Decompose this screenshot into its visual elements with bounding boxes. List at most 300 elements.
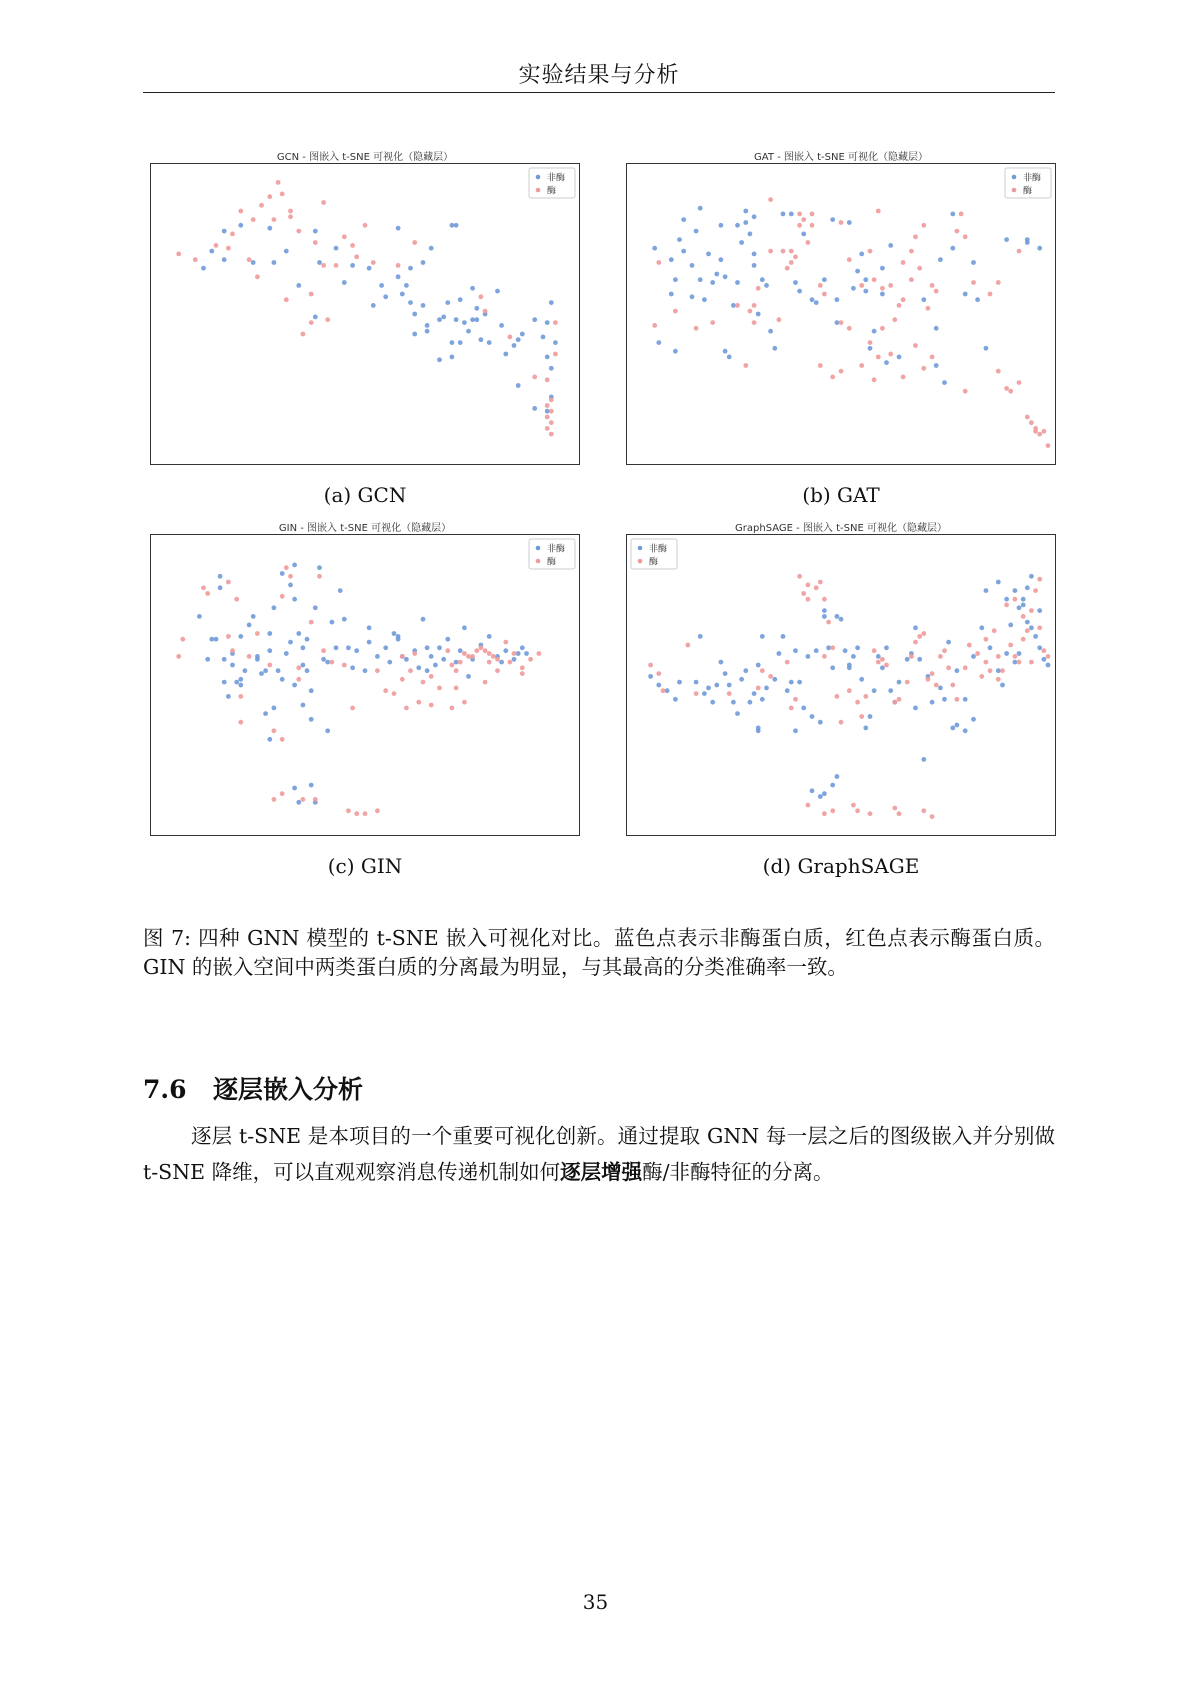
non-enzyme-point — [330, 620, 335, 625]
non-enzyme-point — [764, 686, 769, 691]
non-enzyme-point — [855, 645, 860, 650]
non-enzyme-point — [209, 637, 214, 642]
enzyme-point — [801, 217, 806, 222]
enzyme-point — [176, 654, 181, 659]
enzyme-point — [984, 637, 989, 642]
enzyme-point — [847, 257, 852, 262]
enzyme-point — [346, 808, 351, 813]
enzyme-point — [342, 663, 347, 668]
enzyme-point — [826, 620, 831, 625]
figure-caption: 图 7: 四种 GNN 模型的 t-SNE 嵌入可视化对比。蓝色点表示非酶蛋白质，红色点表示酶蛋白质。GIN 的嵌入空间中两类蛋白质的分离最为明显，与其最高的分类准确率一致。 — [143, 926, 1055, 979]
enzyme-point — [549, 432, 554, 437]
enzyme-point — [822, 292, 827, 297]
non-enzyme-point — [938, 257, 943, 262]
non-enzyme-point — [342, 280, 347, 285]
enzyme-point — [868, 340, 873, 345]
non-enzyme-point — [793, 728, 798, 733]
non-enzyme-point — [930, 700, 935, 705]
enzyme-point — [483, 309, 488, 314]
non-enzyme-point — [445, 637, 450, 642]
enzyme-point — [934, 683, 939, 688]
enzyme-point — [1046, 654, 1051, 659]
non-enzyme-point — [400, 292, 405, 297]
non-enzyme-point — [669, 257, 674, 262]
non-enzyme-point — [545, 320, 550, 325]
enzyme-point — [743, 363, 748, 368]
enzyme-point — [508, 335, 513, 340]
non-enzyme-point — [412, 332, 417, 337]
enzyme-point — [926, 677, 931, 682]
chart-title-gin: GIN - 图嵌入 t-SNE 可视化（隐藏层） — [278, 523, 452, 534]
enzyme-point — [553, 320, 558, 325]
non-enzyme-point — [797, 680, 802, 685]
non-enzyme-point — [218, 585, 223, 590]
subcaption-c: (c) GIN — [327, 854, 403, 878]
legend-marker — [638, 559, 643, 564]
enzyme-point — [1004, 386, 1009, 391]
enzyme-point — [959, 212, 964, 217]
non-enzyme-point — [309, 783, 314, 788]
non-enzyme-point — [325, 728, 330, 733]
non-enzyme-point — [739, 677, 744, 682]
enzyme-point — [913, 640, 918, 645]
enzyme-point — [897, 811, 902, 816]
non-enzyme-point — [429, 246, 434, 251]
enzyme-point — [454, 668, 459, 673]
enzyme-point — [288, 209, 293, 214]
enzyme-point — [276, 180, 281, 185]
enzyme-point — [280, 594, 285, 599]
non-enzyme-point — [230, 663, 235, 668]
enzyme-point — [822, 811, 827, 816]
non-enzyme-point — [1017, 605, 1022, 610]
enzyme-point — [1037, 625, 1042, 630]
enzyme-point — [855, 700, 860, 705]
enzyme-point — [483, 680, 488, 685]
non-enzyme-point — [946, 640, 951, 645]
non-enzyme-point — [247, 623, 252, 628]
enzyme-point — [247, 654, 252, 659]
non-enzyme-point — [979, 625, 984, 630]
enzyme-point — [897, 303, 902, 308]
non-enzyme-point — [839, 617, 844, 622]
non-enzyme-point — [288, 640, 293, 645]
enzyme-point — [938, 654, 943, 659]
non-enzyme-point — [863, 289, 868, 294]
running-header: 实验结果与分析 — [518, 63, 680, 88]
enzyme-point — [789, 249, 794, 254]
non-enzyme-point — [710, 700, 715, 705]
non-enzyme-point — [760, 697, 765, 702]
non-enzyme-point — [723, 671, 728, 676]
scatter-plot-gat — [626, 163, 1056, 465]
non-enzyme-point — [897, 355, 902, 360]
non-enzyme-point — [652, 246, 657, 251]
non-enzyme-point — [454, 223, 459, 228]
non-enzyme-point — [681, 217, 686, 222]
non-enzyme-point — [996, 668, 1001, 673]
scatter-plot-gcn — [150, 163, 580, 465]
enzyme-point — [1033, 429, 1038, 434]
non-enzyme-point — [905, 657, 910, 662]
body-paragraph — [143, 1118, 1055, 1190]
non-enzyme-point — [503, 648, 508, 653]
non-enzyme-point — [1025, 585, 1030, 590]
non-enzyme-point — [669, 292, 674, 297]
non-enzyme-point — [234, 680, 239, 685]
non-enzyme-point — [524, 651, 529, 656]
non-enzyme-point — [421, 260, 426, 265]
enzyme-point — [503, 640, 508, 645]
enzyme-point — [342, 234, 347, 239]
enzyme-point — [309, 292, 314, 297]
enzyme-point — [1029, 420, 1034, 425]
non-enzyme-point — [545, 355, 550, 360]
non-enzyme-point — [392, 631, 397, 636]
enzyme-point — [797, 223, 802, 228]
non-enzyme-point — [955, 668, 960, 673]
enzyme-point — [785, 660, 790, 665]
enzyme-point — [392, 691, 397, 696]
enzyme-point — [1037, 577, 1042, 582]
enzyme-point — [479, 294, 484, 299]
non-enzyme-point — [897, 680, 902, 685]
enzyme-point — [806, 597, 811, 602]
non-enzyme-point — [549, 366, 554, 371]
non-enzyme-point — [396, 226, 401, 231]
enzyme-point — [822, 597, 827, 602]
non-enzyme-point — [280, 571, 285, 576]
non-enzyme-point — [532, 406, 537, 411]
non-enzyme-point — [437, 645, 442, 650]
non-enzyme-point — [346, 645, 351, 650]
non-enzyme-point — [727, 683, 732, 688]
non-enzyme-point — [437, 317, 442, 322]
section-heading — [143, 1070, 363, 1106]
non-enzyme-point — [735, 280, 740, 285]
non-enzyme-point — [847, 665, 852, 670]
legend-label: 非酶 — [547, 173, 566, 184]
enzyme-point — [1042, 648, 1047, 653]
non-enzyme-point — [292, 563, 297, 568]
enzyme-point — [756, 286, 761, 291]
non-enzyme-point — [1029, 574, 1034, 579]
non-enzyme-point — [719, 660, 724, 665]
non-enzyme-point — [416, 665, 421, 670]
non-enzyme-point — [777, 651, 782, 656]
non-enzyme-point — [706, 686, 711, 691]
enzyme-point — [905, 680, 910, 685]
enzyme-point — [383, 688, 388, 693]
non-enzyme-point — [971, 654, 976, 659]
non-enzyme-point — [487, 340, 492, 345]
enzyme-point — [1029, 660, 1034, 665]
enzyme-point — [892, 700, 897, 705]
enzyme-point — [474, 648, 479, 653]
enzyme-point — [955, 697, 960, 702]
enzyme-point — [549, 397, 554, 402]
non-enzyme-point — [963, 728, 968, 733]
non-enzyme-point — [238, 683, 243, 688]
enzyme-point — [450, 663, 455, 668]
enzyme-point — [445, 648, 450, 653]
enzyme-point — [251, 217, 256, 222]
enzyme-point — [1008, 643, 1013, 648]
enzyme-point — [839, 320, 844, 325]
non-enzyme-point — [243, 668, 248, 673]
enzyme-point — [872, 377, 877, 382]
enzyme-point — [926, 306, 931, 311]
non-enzyme-point — [988, 645, 993, 650]
enzyme-point — [1042, 429, 1047, 434]
subcaption-b: (b) GAT — [802, 483, 880, 507]
non-enzyme-point — [789, 212, 794, 217]
non-enzyme-point — [450, 223, 455, 228]
non-enzyme-point — [313, 229, 318, 234]
enzyme-point — [284, 297, 289, 302]
non-enzyme-point — [748, 700, 753, 705]
chart-title-gcn: GCN - 图嵌入 t-SNE 可视化（隐藏层） — [276, 152, 454, 163]
non-enzyme-point — [673, 697, 678, 702]
non-enzyme-point — [723, 349, 728, 354]
non-enzyme-point — [1004, 597, 1009, 602]
non-enzyme-point — [470, 317, 475, 322]
enzyme-point — [412, 240, 417, 245]
non-enzyme-point — [301, 645, 306, 650]
non-enzyme-point — [984, 588, 989, 593]
enzyme-point — [884, 663, 889, 668]
enzyme-point — [652, 323, 657, 328]
enzyme-point — [814, 585, 819, 590]
non-enzyme-point — [425, 645, 430, 650]
non-enzyme-point — [963, 292, 968, 297]
enzyme-point — [350, 243, 355, 248]
enzyme-point — [946, 665, 951, 670]
non-enzyme-point — [296, 631, 301, 636]
enzyme-point — [797, 574, 802, 579]
enzyme-point — [859, 363, 864, 368]
non-enzyme-point — [760, 634, 765, 639]
enzyme-point — [727, 691, 732, 696]
non-enzyme-point — [876, 654, 881, 659]
non-enzyme-point — [818, 794, 823, 799]
page-number: 35 — [582, 1590, 609, 1614]
enzyme-point — [313, 240, 318, 245]
enzyme-point — [1046, 443, 1051, 448]
non-enzyme-point — [698, 206, 703, 211]
enzyme-point — [797, 212, 802, 217]
enzyme-point — [437, 686, 442, 691]
enzyme-point — [996, 677, 1001, 682]
non-enzyme-point — [835, 320, 840, 325]
non-enzyme-point — [880, 665, 885, 670]
enzyme-point — [839, 720, 844, 725]
non-enzyme-point — [1008, 623, 1013, 628]
non-enzyme-point — [863, 726, 868, 731]
non-enzyme-point — [752, 252, 757, 257]
non-enzyme-point — [222, 680, 227, 685]
enzyme-point — [272, 728, 277, 733]
enzyme-point — [921, 223, 926, 228]
enzyme-point — [238, 694, 243, 699]
enzyme-point — [876, 209, 881, 214]
non-enzyme-point — [913, 625, 918, 630]
plot-frame — [627, 164, 1056, 465]
non-enzyme-point — [868, 346, 873, 351]
non-enzyme-point — [313, 315, 318, 320]
non-enzyme-point — [1037, 246, 1042, 251]
non-enzyme-point — [975, 297, 980, 302]
enzyme-point — [830, 645, 835, 650]
non-enzyme-point — [677, 680, 682, 685]
non-enzyme-point — [934, 326, 939, 331]
non-enzyme-point — [259, 671, 264, 676]
non-enzyme-point — [371, 303, 376, 308]
enzyme-point — [247, 257, 252, 262]
enzyme-point — [495, 668, 500, 673]
non-enzyme-point — [921, 297, 926, 302]
non-enzyme-point — [938, 686, 943, 691]
non-enzyme-point — [317, 565, 322, 570]
non-enzyme-point — [743, 220, 748, 225]
non-enzyme-point — [801, 232, 806, 237]
legend-label: 非酶 — [547, 544, 566, 555]
enzyme-point — [694, 326, 699, 331]
enzyme-point — [996, 654, 1001, 659]
non-enzyme-point — [433, 663, 438, 668]
non-enzyme-point — [822, 277, 827, 282]
enzyme-point — [685, 643, 690, 648]
enzyme-point — [888, 352, 893, 357]
non-enzyme-point — [955, 723, 960, 728]
enzyme-point — [201, 585, 206, 590]
non-enzyme-point — [272, 260, 277, 265]
non-enzyme-point — [350, 263, 355, 268]
non-enzyme-point — [549, 300, 554, 305]
enzyme-point — [777, 317, 782, 322]
enzyme-point — [996, 280, 1001, 285]
non-enzyme-point — [255, 654, 260, 659]
enzyme-point — [988, 668, 993, 673]
non-enzyme-point — [421, 303, 426, 308]
non-enzyme-point — [292, 597, 297, 602]
non-enzyme-point — [532, 317, 537, 322]
legend-marker — [1012, 175, 1017, 180]
enzyme-point — [1017, 660, 1022, 665]
non-enzyme-point — [272, 706, 277, 711]
non-enzyme-point — [822, 608, 827, 613]
enzyme-point — [888, 283, 893, 288]
enzyme-point — [259, 203, 264, 208]
legend-marker — [536, 188, 541, 193]
legend-marker — [638, 546, 643, 551]
non-enzyme-point — [859, 677, 864, 682]
enzyme-point — [520, 665, 525, 670]
non-enzyme-point — [238, 677, 243, 682]
non-enzyme-point — [226, 694, 231, 699]
enzyme-point — [930, 671, 935, 676]
non-enzyme-point — [267, 648, 272, 653]
non-enzyme-point — [296, 283, 301, 288]
non-enzyme-point — [818, 720, 823, 725]
non-enzyme-point — [425, 329, 430, 334]
non-enzyme-point — [843, 648, 848, 653]
enzyme-point — [839, 369, 844, 374]
non-enzyme-point — [408, 266, 413, 271]
non-enzyme-point — [487, 634, 492, 639]
non-enzyme-point — [884, 360, 889, 365]
enzyme-point — [822, 654, 827, 659]
enzyme-point — [321, 648, 326, 653]
plot-frame — [151, 164, 580, 465]
non-enzyme-point — [934, 363, 939, 368]
enzyme-point — [375, 668, 380, 673]
non-enzyme-point — [317, 260, 322, 265]
enzyme-point — [930, 355, 935, 360]
plot-frame — [151, 535, 580, 836]
non-enzyme-point — [942, 697, 947, 702]
enzyme-point — [483, 648, 488, 653]
enzyme-point — [979, 674, 984, 679]
enzyme-point — [363, 811, 368, 816]
enzyme-point — [930, 283, 935, 288]
enzyme-point — [528, 657, 533, 662]
non-enzyme-point — [516, 651, 521, 656]
enzyme-point — [810, 212, 815, 217]
non-enzyme-point — [421, 617, 426, 622]
enzyme-point — [930, 814, 935, 819]
enzyme-point — [673, 309, 678, 314]
enzyme-point — [760, 668, 765, 673]
non-enzyme-point — [325, 660, 330, 665]
non-enzyme-point — [1025, 237, 1030, 242]
enzyme-point — [818, 363, 823, 368]
enzyme-point — [462, 700, 467, 705]
legend — [529, 539, 575, 569]
non-enzyme-point — [1017, 651, 1022, 656]
enzyme-point — [868, 249, 873, 254]
enzyme-point — [429, 703, 434, 708]
non-enzyme-point — [1004, 237, 1009, 242]
enzyme-point — [226, 580, 231, 585]
enzyme-point — [309, 620, 314, 625]
enzyme-point — [321, 263, 326, 268]
non-enzyme-point — [309, 688, 314, 693]
non-enzyme-point — [702, 297, 707, 302]
non-enzyme-point — [383, 645, 388, 650]
enzyme-point — [1008, 389, 1013, 394]
non-enzyme-point — [785, 688, 790, 693]
non-enzyme-point — [921, 757, 926, 762]
non-enzyme-point — [284, 249, 289, 254]
non-enzyme-point — [520, 645, 525, 650]
enzyme-point — [350, 706, 355, 711]
enzyme-point — [234, 597, 239, 602]
non-enzyme-point — [698, 634, 703, 639]
chart-title-gat: GAT - 图嵌入 t-SNE 可视化（隐藏层） — [754, 152, 928, 163]
enzyme-point — [963, 234, 968, 239]
non-enzyme-point — [789, 680, 794, 685]
non-enzyme-point — [690, 263, 695, 268]
enzyme-point — [917, 266, 922, 271]
non-enzyme-point — [1021, 603, 1026, 608]
enzyme-point — [495, 657, 500, 662]
enzyme-point — [296, 229, 301, 234]
enzyme-point — [909, 249, 914, 254]
non-enzyme-point — [743, 209, 748, 214]
enzyme-point — [748, 309, 753, 314]
non-enzyme-point — [350, 665, 355, 670]
